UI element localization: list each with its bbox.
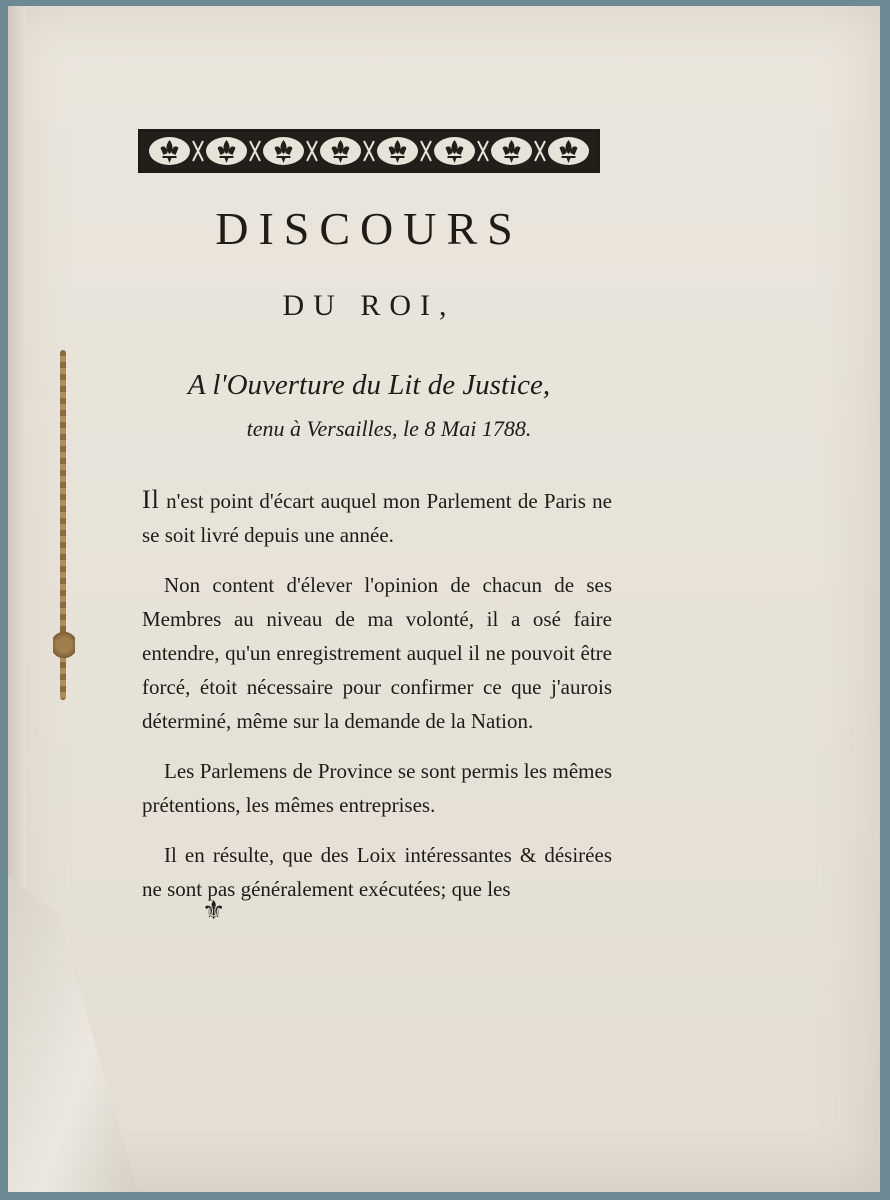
paragraph-1 [142,483,612,552]
ornament-cross [535,141,545,161]
ornament-cell [263,137,304,165]
binding-knot [53,630,75,660]
ornament-cell [149,137,190,165]
document-subtitle: DU ROI, [282,289,456,322]
paragraph-1-text: n'est point d'écart auquel mon Parlement de Paris ne se soit livré depuis une année. [142,489,612,547]
paragraph-4: Il en résulte, que des Loix intéressantes & désirées ne sont pas généralement exécutées; que les [142,843,612,901]
body-text [142,483,612,922]
ornament-cross [421,141,431,161]
dateline: tenu à Versailles, le 8 Mai 1788. [246,416,532,441]
ornament-cross [307,141,317,161]
paragraph-2: Non content d'élever l'opinion de chacun de ses Membres au niveau de ma volonté, il a osé faire entendre, qu'un enregistrement auquel il ne pouvoit être forcé, étoit nécessaire pour confirmer ce que j'aurois déterminé, même sur la demande de la Nation. [142,573,612,733]
ornamental-headpiece [138,129,600,173]
document-title: DISCOURS [215,203,523,254]
fleur-de-lis-band-icon [141,132,597,170]
occasion-line: A l'Ouverture du Lit de Justice, [187,369,551,401]
fleur-de-lis-icon: ⚜ [202,896,226,925]
ornament-cross [478,141,488,161]
ornament-cell [206,137,247,165]
ornament-cross [193,141,203,161]
ornament-cross [364,141,374,161]
ornament-cell [434,137,475,165]
document-page [8,6,880,1192]
ornament-cell [548,137,589,165]
ornament-cell [320,137,361,165]
ornament-cross [250,141,260,161]
ornament-cell [491,137,532,165]
folded-corner [8,876,138,1192]
ornament-cell [377,137,418,165]
drop-cap: Il [142,485,160,514]
paragraph-3: Les Parlemens de Province se sont permis les mêmes prétentions, les mêmes entreprises. [142,759,612,817]
